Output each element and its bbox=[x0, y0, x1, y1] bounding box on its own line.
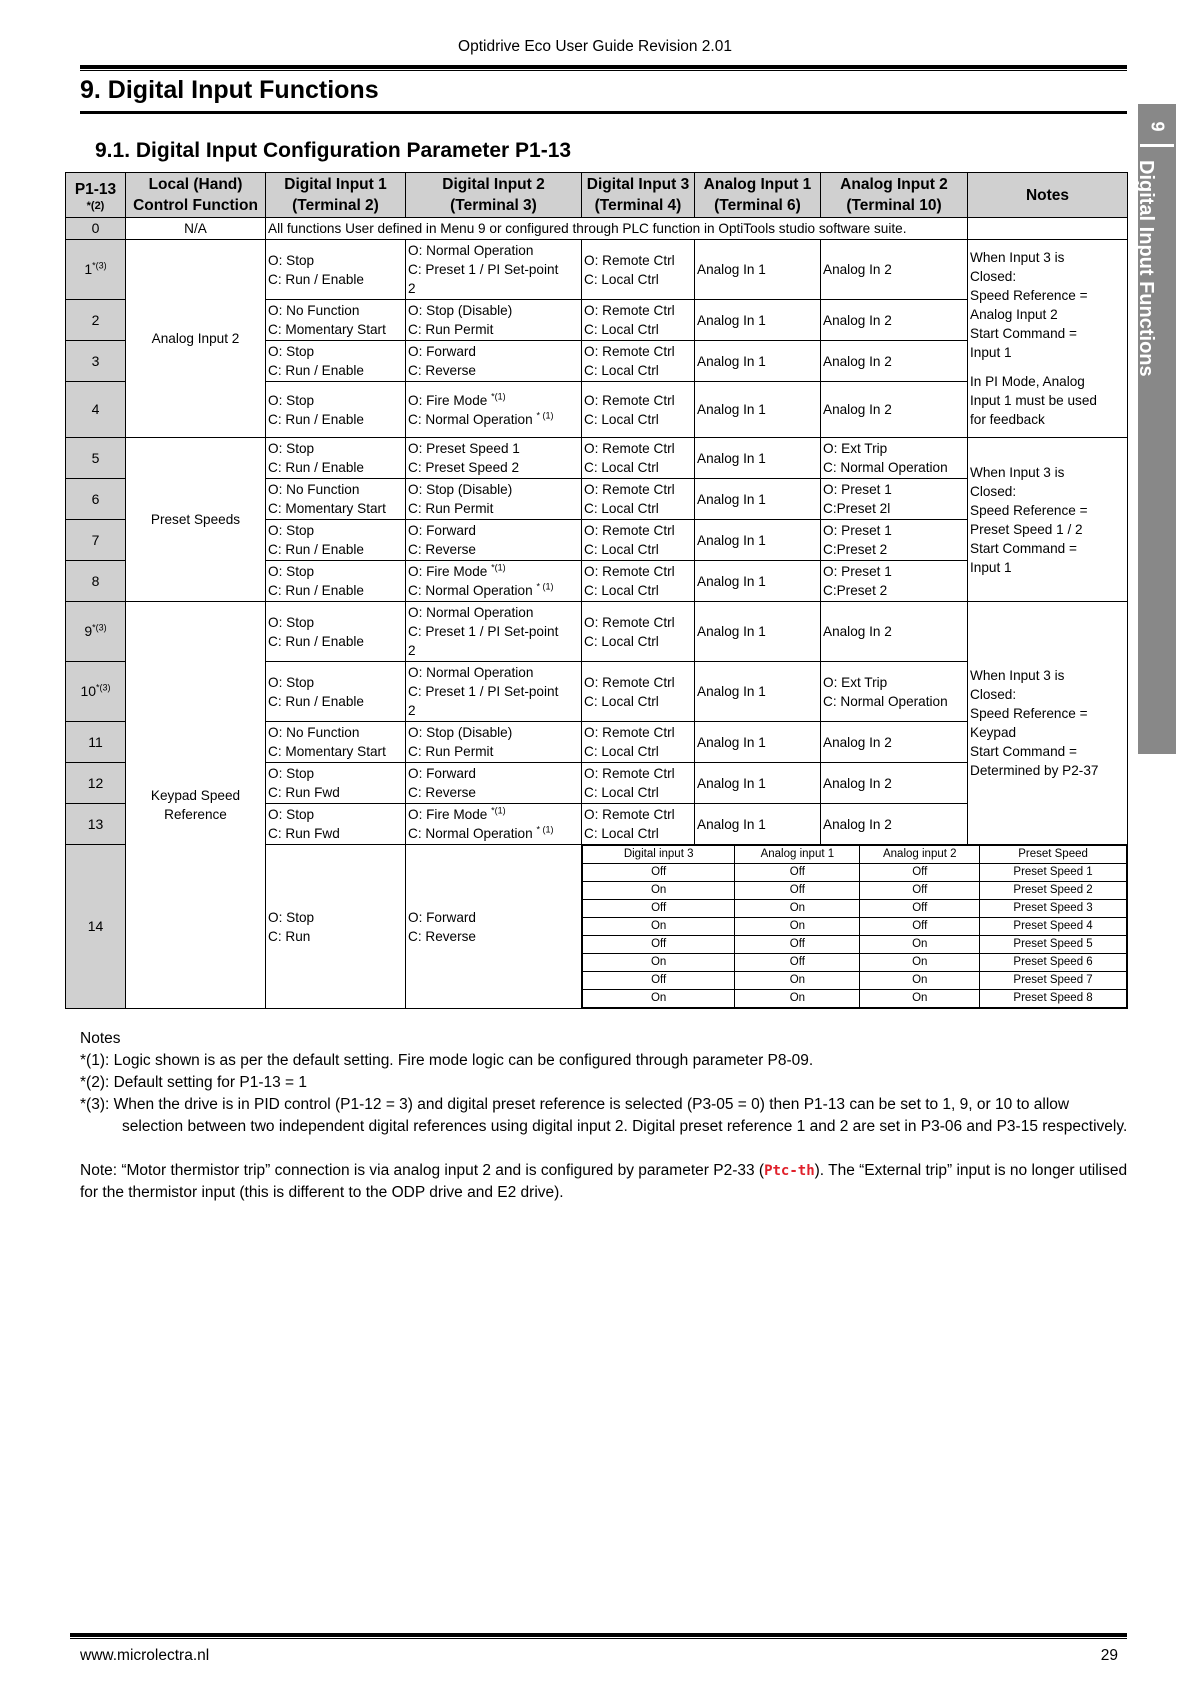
preset-row: On Off Off Preset Speed 2 bbox=[583, 882, 1127, 900]
table-row: 6 O: No Function C: Momentary Start O: Stop (Disable) C: Run Permit O: Remote Ctrl C: Local Ctrl Analog In 1 O: Preset 1 C:Preset 2l bbox=[66, 479, 1128, 520]
note-thermistor: Note: “Motor thermistor trip” connection is via analog input 2 and is configured by parameter P2-33 (Ptc-th). The “External trip” input is no longer utilised for the thermistor input (this is different to the ODP drive and E2 drive). bbox=[80, 1162, 1128, 1201]
table-row: 7 O: Stop C: Run / Enable O: Forward C: Reverse O: Remote Ctrl C: Local Ctrl Analog In 1 O: Preset 1 C:Preset 2 bbox=[66, 520, 1128, 561]
note-3: *(3): When the drive is in PID control (P1-12 = 3) and digital preset reference is selected (P3-05 = 0) then P1-13 can be set to 1, 9, or 10 to allow selection between two independent digital references using digital input 2. Digital preset reference 1 and 2 are set in P3-06 and P3-15 respectively. bbox=[80, 1096, 1128, 1135]
table-row: 1$^{*(3)}$ Analog Input 2 O: Stop C: Run / Enable O: Normal Operation C: Preset 1 / PI Set-point 2 O: Remote Ctrl C: Local Ctrl Analog In 1 Analog In 2 When Input 3 is Closed: Speed Reference = Analog Input 2 Start Command = Input 1 In PI Mode, Analog Input 1 must be used for feedback bbox=[66, 240, 1128, 300]
preset-row: Off Off On Preset Speed 5 bbox=[583, 936, 1127, 954]
chapter-number: 9 bbox=[1140, 109, 1174, 147]
preset-row: On On On Preset Speed 8 bbox=[583, 990, 1127, 1008]
table-row: 3 O: Stop C: Run / Enable O: Forward C: Reverse O: Remote Ctrl C: Local Ctrl Analog In 1 Analog In 2 bbox=[66, 341, 1128, 382]
section-title: 9. Digital Input Functions bbox=[80, 76, 379, 104]
footer-rule bbox=[70, 1633, 1127, 1639]
table-row: 10$^{*(3)}$ O: Stop C: Run / Enable O: Normal Operation C: Preset 1 / PI Set-point 2 O: Remote Ctrl C: Local Ctrl Analog In 1 O: Ext Trip C: Normal Operation bbox=[66, 662, 1128, 722]
table-row: 14 O: Stop C: Run O: Forward C: Reverse Digital input 3 Analog input 1 Analog input 2 Preset Speed Off Off Off Preset Speed 1 On Off Off Preset Speed 2 Off On Off Preset Speed 3 On On Off Preset Speed 4 Off Off On Preset Speed 5 On Off On Preset Speed 6 Off On On Preset Speed 7 On On On Preset Speed 8 bbox=[66, 845, 1128, 1009]
header-digital-input-2: Digital Input 2 (Terminal 3) bbox=[406, 173, 582, 218]
footer-url[interactable]: www.microlectra.nl bbox=[80, 1647, 210, 1664]
header-digital-input-1: Digital Input 1 (Terminal 2) bbox=[266, 173, 406, 218]
page-number: 29 bbox=[1100, 1647, 1118, 1664]
table-row: 2 O: No Function C: Momentary Start O: Stop (Disable) C: Run Permit O: Remote Ctrl C: Local Ctrl Analog In 1 Analog In 2 bbox=[66, 300, 1128, 341]
notes-group-1: When Input 3 is Closed: Speed Reference = Analog Input 2 Start Command = Input 1 In PI Mode, Analog Input 1 must be used for feedback bbox=[968, 240, 1128, 438]
header-rule bbox=[80, 65, 1127, 71]
preset-speed-table bbox=[582, 845, 1127, 1008]
table-row: 13 O: Stop C: Run Fwd O: Fire Mode $^{*(1)}$ C: Normal Operation $^{* (1)}$ O: Remote Ctrl C: Local Ctrl Analog In 1 Analog In 2 bbox=[66, 804, 1128, 845]
chapter-side-label: Digital Input Functions bbox=[1135, 160, 1157, 377]
header-local-control: Local (Hand) Control Function bbox=[126, 173, 266, 218]
notes-section bbox=[80, 1028, 1130, 1204]
preset-row: Off On Off Preset Speed 3 bbox=[583, 900, 1127, 918]
table-row: 11 O: No Function C: Momentary Start O: Stop (Disable) C: Run Permit O: Remote Ctrl C: Local Ctrl Analog In 1 Analog In 2 bbox=[66, 722, 1128, 763]
note-1: *(1): Logic shown is as per the default setting. Fire mode logic can be configured through parameter P8-09. bbox=[80, 1052, 814, 1069]
group-preset-speeds: Preset Speeds bbox=[126, 438, 266, 602]
digital-input-config-table bbox=[65, 172, 1128, 1009]
ptc-th-code: Ptc-th bbox=[764, 1163, 815, 1179]
preset-header-row: Digital input 3 Analog input 1 Analog input 2 Preset Speed bbox=[583, 846, 1127, 864]
notes-group-3: When Input 3 is Closed: Speed Reference = Keypad Start Command = Determined by P2-37 bbox=[968, 602, 1128, 845]
table-row: 4 O: Stop C: Run / Enable O: Fire Mode $^{*(1)}$ C: Normal Operation $^{* (1)}$ O: Remote Ctrl C: Local Ctrl Analog In 1 Analog In 2 bbox=[66, 382, 1128, 438]
preset-speed-cell bbox=[582, 845, 1128, 1009]
note-2: *(2): Default setting for P1-13 = 1 bbox=[80, 1074, 308, 1091]
header-digital-input-3: Digital Input 3 (Terminal 4) bbox=[582, 173, 695, 218]
preset-row: On On Off Preset Speed 4 bbox=[583, 918, 1127, 936]
preset-row: Off Off Off Preset Speed 1 bbox=[583, 864, 1127, 882]
preset-row: Off On On Preset Speed 7 bbox=[583, 972, 1127, 990]
notes-title: Notes bbox=[80, 1030, 121, 1047]
table-row: 9$^{*(3)}$ Keypad Speed Reference O: Stop C: Run / Enable O: Normal Operation C: Preset 1 / PI Set-point 2 O: Remote Ctrl C: Local Ctrl Analog In 1 Analog In 2 When Input 3 is Closed: Speed Reference = Keypad Start Command = Determined by P2-37 bbox=[66, 602, 1128, 662]
table-row: 12 O: Stop C: Run Fwd O: Forward C: Reverse O: Remote Ctrl C: Local Ctrl Analog In 1 Analog In 2 bbox=[66, 763, 1128, 804]
header-analog-input-2: Analog Input 2 (Terminal 10) bbox=[821, 173, 968, 218]
header-analog-input-1: Analog Input 1 (Terminal 6) bbox=[695, 173, 821, 218]
document-header-title: Optidrive Eco User Guide Revision 2.01 bbox=[458, 38, 732, 55]
header-p1-13: P1-13 *(2) bbox=[66, 173, 126, 218]
row0-description: All functions User defined in Menu 9 or configured through PLC function in OptiTools studio software suite. bbox=[266, 218, 968, 240]
group-keypad-speed-reference: Keypad Speed Reference bbox=[126, 602, 266, 1009]
table-row: 0 N/A All functions User defined in Menu 9 or configured through PLC function in OptiTools studio software suite. bbox=[66, 218, 1128, 240]
group-analog-input-2: Analog Input 2 bbox=[126, 240, 266, 438]
table-row: 5 Preset Speeds O: Stop C: Run / Enable O: Preset Speed 1 C: Preset Speed 2 O: Remote Ctrl C: Local Ctrl Analog In 1 O: Ext Trip C: Normal Operation When Input 3 is Closed: Speed Reference = Preset Speed 1 / 2 Start Command = Input 1 bbox=[66, 438, 1128, 479]
table-header-row bbox=[66, 173, 1128, 218]
section-rule bbox=[80, 111, 1127, 114]
subsection-title: 9.1. Digital Input Configuration Parameter P1-13 bbox=[95, 139, 572, 162]
notes-group-2: When Input 3 is Closed: Speed Reference = Preset Speed 1 / 2 Start Command = Input 1 bbox=[968, 438, 1128, 602]
header-notes: Notes bbox=[968, 173, 1128, 218]
table-row: 8 O: Stop C: Run / Enable O: Fire Mode $^{*(1)}$ C: Normal Operation $^{* (1)}$ O: Remote Ctrl C: Local Ctrl Analog In 1 O: Preset 1 C:Preset 2 bbox=[66, 561, 1128, 602]
preset-row: On Off On Preset Speed 6 bbox=[583, 954, 1127, 972]
